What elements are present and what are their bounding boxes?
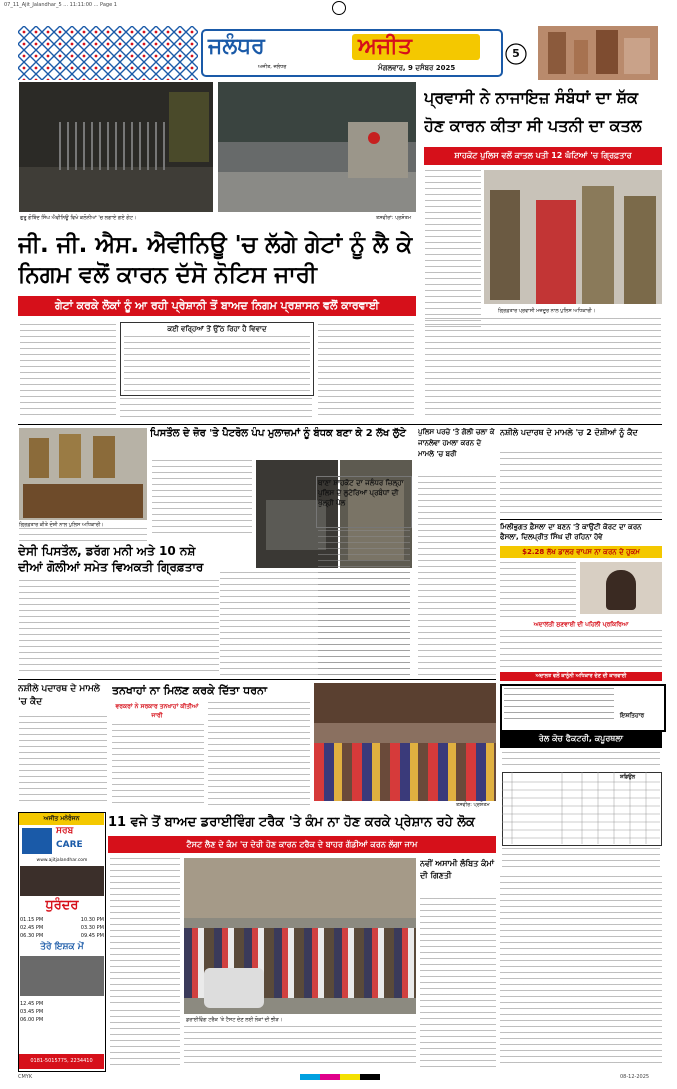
story1-subhead: ਗੇਟਾਂ ਕਰਕੇ ਲੋਕਾਂ ਨੂੰ ਆ ਰਹੀ ਪ੍ਰੇਸ਼ਾਨੀ ਤੋਂ ਬਾਅਦ ਨਿਗਮ ਪ੍ਰਸ਼ਾਸਨ ਵਲੋਂ ਕਾਰਵਾਈ xyxy=(18,296,416,316)
story10-col1-text xyxy=(110,858,180,1006)
story10-body-text xyxy=(184,1026,416,1068)
cinema-ad-brand: ਅਜੀਤ ਮਨੋਰੰਜਨ xyxy=(19,813,104,825)
story9-col1-text xyxy=(112,724,204,806)
masthead xyxy=(18,26,658,80)
cinema-poster-1 xyxy=(20,866,104,896)
story10-photo-caption: ਡਰਾਈਵਿੰਗ ਟਰੈਕ 'ਤੇ ਟੈਸਟ ਦੇਣ ਲਈ ਲੋਕਾਂ ਦੀ ਭੀੜ। xyxy=(186,1017,283,1023)
showtime: 12.45 PM xyxy=(20,1001,44,1007)
story3-side-head: ਥਾਣਾ ਸ਼ਾਹਕੋਟ ਦਾ ਜਲੰਧਰ ਜ਼ਿਲ੍ਹਾ ਪੁਲਿਸ ਦੇ ਲੁਟੇਰਿਆਂ ਪ੍ਰਬੰਧਾਂ ਦੀ ਖੁੱਲ੍ਹੀ ਪੋਲ xyxy=(318,479,404,507)
story1-col3-text xyxy=(318,324,414,419)
story9-col2-text xyxy=(208,702,310,806)
story4-photo-caption: ਗ੍ਰਿਫ਼ਤਾਰ ਕੀਤੇ ਦੋਸ਼ੀ ਨਾਲ ਪੁਲਿਸ ਅਧਿਕਾਰੀ। xyxy=(19,522,104,528)
story1-col1-text xyxy=(20,324,116,419)
story10-right-text xyxy=(500,876,662,1068)
story7-col1-text xyxy=(500,562,576,618)
story9-kicker: ਵਰਕਰਾਂ ਨੇ ਸਰਕਾਰ ਤਨਖਾਹਾਂ ਕੀਤੀਆਂ ਜਾਰੀ xyxy=(115,703,199,719)
masthead-sub: ਅਜੀਤ, ਜਲੰਧਰ xyxy=(258,64,287,70)
story3-side-text xyxy=(318,530,410,675)
story2-photo-caption: ਗ੍ਰਿਫ਼ਤਾਰ ਪ੍ਰਵਾਸੀ ਮਜ਼ਦੂਰ ਨਾਲ ਪੁਲਿਸ ਅਧਿਕਾਰੀ। xyxy=(498,308,596,314)
registration-mark xyxy=(332,1,346,15)
railway-intro-text xyxy=(502,752,660,770)
page-number: 5 xyxy=(512,47,520,60)
story10-side-head: ਨਵੀਂ ਅਸਾਮੀ ਲੰਬਿਤ ਕੰਮਾਂ ਦੀ ਗਿਣਤੀ xyxy=(420,859,495,880)
story4-caption-text xyxy=(19,528,147,544)
story7-subhead: $2.28 ਲੱਖ ਡਾਲਰ ਵਾਪਸ ਨਾ ਕਰਨ ਦੇ ਹੁਕਮ xyxy=(500,546,662,558)
story6-body-text xyxy=(500,452,662,516)
showtime: 03.30 PM xyxy=(80,925,104,931)
showtime: 06.30 PM xyxy=(20,933,44,939)
cinema-ad-title2: ਤੇਰੇ ਇਸ਼ਕ ਮੇਂ xyxy=(40,942,84,952)
showtime: 10.30 PM xyxy=(80,917,104,923)
story4-body-text xyxy=(19,580,219,675)
story3-col1-text xyxy=(152,460,252,534)
story10-headline: 11 ਵਜੇ ਤੋਂ ਬਾਅਦ ਡਰਾਈਵਿੰਗ ਟਰੈਕ 'ਤੇ ਕੰਮ ਨਾ ਹੋਣ ਕਰਕੇ ਪ੍ਰੇਸ਼ਾਨ ਰਹੇ ਲੋਕ xyxy=(108,815,475,830)
gate-photo-caption: ਗੁਰੂ ਗੋਬਿੰਦ ਸਿੰਘ ਐਵੀਨਿਊ ਵਿਖੇ ਕਲੋਨੀਆਂ 'ਚ ਲਗਾਏ ਗਏ ਗੇਟ। xyxy=(20,215,137,221)
cinema-ad-title: ਧੁਰੰਦਰ xyxy=(45,898,79,913)
divider xyxy=(500,519,662,520)
showtime: 03.45 PM xyxy=(20,1009,44,1015)
footer-left: CMYK xyxy=(18,1074,33,1080)
story1-col2-text xyxy=(120,398,312,420)
railway-title: ਰੇਲ ਕੋਚ ਫੈਕਟਰੀ, ਕਪੂਰਥਲਾ xyxy=(538,734,624,743)
showtime: 01.15 PM xyxy=(20,917,44,923)
story2-col1-text xyxy=(425,170,481,330)
story9-headline: ਤਨਖਾਹਾਂ ਨਾ ਮਿਲਣ ਕਰਕੇ ਦਿੱਤਾ ਧਰਨਾ xyxy=(112,684,268,697)
story6-headline: ਨਸ਼ੀਲੇ ਪਦਾਰਥ ਦੇ ਮਾਮਲੇ 'ਚ 2 ਦੋਸ਼ੀਆਂ ਨੂੰ ਕੈਦ xyxy=(500,428,638,437)
footer-right: 08-12-2025 xyxy=(620,1074,650,1080)
cinema-ad-url: www.ajitjalandhar.com xyxy=(36,858,88,863)
masthead-city: ਜਲੰਧਰ xyxy=(208,34,265,59)
story7-quote: ਅਦਾਲਤੀ ਸੁਣਵਾਈ ਦੀ ਪਹਿਲੀ ਪ੍ਰਕਿਰਿਆ xyxy=(533,621,629,628)
cinema-poster-2 xyxy=(20,956,104,996)
story1-headline: ਜੀ. ਜੀ. ਐਸ. ਐਵੀਨਿਊ 'ਚ ਲੱਗੇ ਗੇਟਾਂ ਨੂੰ ਲੈ ਕੇ ਨਿਗਮ ਵਲੋਂ ਕਾਰਨ ਦੱਸੋ ਨੋਟਿਸ ਜਾਰੀ xyxy=(18,232,413,288)
divider xyxy=(18,424,662,425)
story9-photo-credit: ਤਸਵੀਰ: ਪ੍ਰਸ਼ੋਤਮ xyxy=(456,802,490,808)
railway-table-header: ਸ਼ਡਿਊਲ xyxy=(620,774,636,780)
story2-subhead: ਸ਼ਾਹਕੋਟ ਪੁਲਿਸ ਵਲੋਂ ਕਾਤਲ ਪਤੀ 12 ਘੰਟਿਆਂ 'ਚ ਗ੍ਰਿਫ਼ਤਾਰ xyxy=(424,147,662,165)
story7-portrait xyxy=(580,562,662,614)
story10-photo xyxy=(184,858,416,1014)
story9-photo xyxy=(314,683,496,801)
cinema-ad-phone: 0181-5015775, 2234410 xyxy=(19,1054,104,1069)
story3-headline: ਪਿਸਤੌਲ ਦੇ ਜ਼ੋਰ 'ਤੇ ਪੈਟਰੋਲ ਪੰਪ ਮੁਲਾਜ਼ਮਾਂ ਨੂੰ ਬੰਧਕ ਬਣਾ ਕੇ 2 ਲੱਖ ਲੁੱਟੇ xyxy=(150,428,406,439)
story5-body-text xyxy=(418,476,496,676)
gate-photo-right xyxy=(218,82,416,212)
story7-body-text xyxy=(500,630,662,670)
cinema-ad-times2 xyxy=(20,1000,104,1024)
story10-col1-extra xyxy=(110,1010,180,1066)
color-bar xyxy=(300,1074,380,1080)
story7-footer-box: ਅਦਾਲਤ ਵਲੋਂ ਕਾਨੂੰਨੀ ਅਧਿਕਾਰ ਦੇਣ ਦੀ ਕਾਰਵਾਈ xyxy=(500,672,662,681)
story1-side-box-text xyxy=(124,336,310,391)
masthead-date: ਮੰਗਲਵਾਰ, 9 ਦਸੰਬਰ 2025 xyxy=(378,64,456,72)
page-meta-strip: 07_11_Ajit_Jalandhar_5 ... 11:11:00 ... Page 1 xyxy=(4,2,117,8)
story8-headline: ਨਸ਼ੀਲੇ ਪਦਾਰਥ ਦੇ ਮਾਮਲੇ 'ਚ ਕੈਦ xyxy=(18,684,100,707)
masthead-brand: ਅਜੀਤ xyxy=(358,34,412,59)
ad-notice-label: ਇਸ਼ਤਿਹਾਰ xyxy=(620,712,645,719)
gate-photo-left xyxy=(19,82,213,212)
railway-table-grid xyxy=(502,772,660,844)
showtime: 06.00 PM xyxy=(20,1017,44,1023)
story4-photo xyxy=(19,428,147,520)
story2-headline: ਪ੍ਰਵਾਸੀ ਨੇ ਨਾਜਾਇਜ਼ ਸੰਬੰਧਾਂ ਦਾ ਸ਼ੱਕ ਹੋਣ ਕਾਰਨ ਕੀਤਾ ਸੀ ਪਤਨੀ ਦਾ ਕਤਲ xyxy=(424,88,642,135)
cinema-ad-sarb: ਸਰਬ xyxy=(56,826,74,836)
story2-body-text xyxy=(425,318,661,418)
cinema-ad-care: CARE xyxy=(56,840,83,850)
story5-headline: ਪੁਲਿਸ ਪਰਚੇ 'ਤੇ ਗੋਲੀ ਚਲਾ ਕੇ ਜਾਨਲੇਵਾ ਹਮਲਾ ਕਰਨ ਦੇ ਮਾਮਲੇ 'ਚ ਬਰੀ xyxy=(418,428,495,458)
showtime: 02.45 PM xyxy=(20,925,44,931)
cinema-ad-logo xyxy=(22,828,52,854)
railway-footer-text xyxy=(502,848,660,872)
story8-body-text xyxy=(19,716,107,806)
gate-photo-credit: ਤਸਵੀਰਾਂ: ਪ੍ਰਸ਼ੋਤਮ xyxy=(376,215,412,221)
story10-subhead: ਟੈਸਟ ਲੈਣ ਦੇ ਕੰਮ 'ਚ ਦੇਰੀ ਹੋਣ ਕਾਰਨ ਟਰੈਕ ਦੇ ਬਾਹਰ ਗੱਡੀਆਂ ਕਰਨ ਲੱਗਾ ਜਾਮ xyxy=(108,836,496,853)
story7-headline: ਮਿਲੀਭੁਗਤ ਫ਼ੈਸਲਾ ਦਾ ਬਣਨ 'ਤੇ ਕਾਉਂਟੀ ਕੋਰਟ ਦਾ ਕਰਨ ਫੈਸਲਾ, ਦਿਲਪ੍ਰੀਤ ਸਿੰਘ ਦੀ ਰਹਿਨਾ ਹੋਵੇ xyxy=(500,523,642,541)
cinema-ad-times xyxy=(20,916,104,940)
story1-side-box-title: ਕਈ ਵਰ੍ਹਿਆਂ ਤੋਂ ਉੱਠ ਰਿਹਾ ਹੈ ਵਿਵਾਦ xyxy=(167,325,267,333)
showtime: 09.45 PM xyxy=(80,933,104,939)
story10-side-text xyxy=(420,898,496,1068)
divider xyxy=(18,679,496,680)
ad-notice-text xyxy=(504,688,614,724)
story4-headline: ਦੇਸੀ ਪਿਸਤੌਲ, ਡਰੱਗ ਮਨੀ ਅਤੇ 10 ਨਸ਼ੇ ਦੀਆਂ ਗੋਲੀਆਂ ਸਮੇਤ ਵਿਅਕਤੀ ਗ੍ਰਿਫ਼ਤਾਰ xyxy=(18,544,204,574)
story2-photo xyxy=(484,170,662,304)
